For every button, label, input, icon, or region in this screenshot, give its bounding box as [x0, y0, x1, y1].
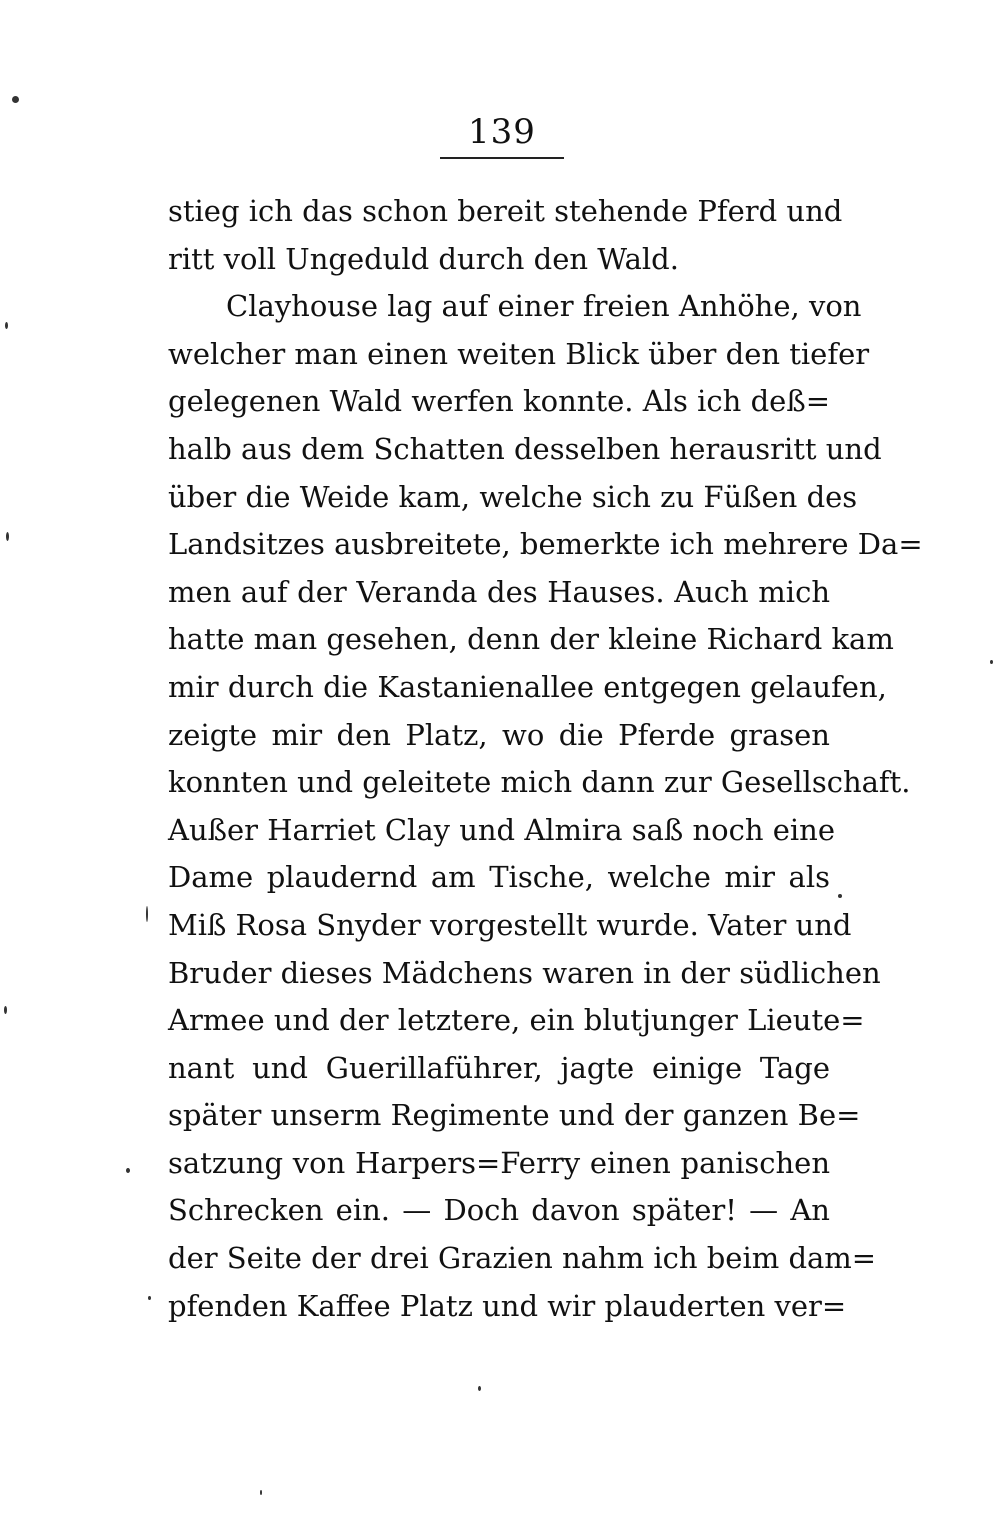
text-line: der Seite der drei Grazien nahm ich beim dam= [168, 1241, 877, 1276]
scan-speck [6, 532, 9, 541]
text-line: halb aus dem Schatten desselben herausritt und [168, 431, 882, 466]
body-text [168, 188, 923, 1330]
text-line: welcher man einen weiten Blick über den tiefer [168, 336, 870, 371]
text-line: pfenden Kaffee Platz und wir plauderten ver= [168, 1288, 847, 1323]
text-line: men auf der Veranda des Hauses. Auch mich [168, 574, 830, 609]
scan-speck [126, 1168, 130, 1173]
text-line: über die Weide kam, welche sich zu Füßen des [168, 479, 858, 514]
scan-speck [260, 1490, 262, 1495]
scan-speck [146, 906, 148, 922]
text-line: satzung von Harpers=Ferry einen panischen [168, 1145, 830, 1180]
text-line: Armee und der letztere, ein blutjunger Lieute= [168, 1003, 865, 1038]
text-line: Clayhouse lag auf einer freien Anhöhe, von [226, 289, 862, 324]
text-line: Bruder dieses Mädchens waren in der südlichen [168, 955, 881, 990]
page-number: 139 [468, 112, 536, 152]
text-line: ritt voll Ungeduld durch den Wald. [168, 241, 679, 276]
text-line: nant und Guerillaführer, jagte einige Tage [168, 1050, 830, 1085]
text-line: Außer Harriet Clay und Almira saß noch eine [168, 812, 836, 847]
scan-speck [478, 1386, 481, 1391]
text-line: später unserm Regimente und der ganzen Be= [168, 1098, 861, 1133]
text-line: gelegenen Wald werfen konnte. Als ich deß= [168, 384, 830, 419]
scan-speck [12, 96, 19, 103]
text-line: Dame plaudernd am Tische, welche mir als [168, 860, 830, 895]
scan-speck [838, 894, 842, 898]
text-line: Schrecken ein. — Doch davon später! — An [168, 1193, 830, 1228]
text-line: stieg ich das schon bereit stehende Pferd und [168, 194, 843, 228]
text-line: zeigte mir den Platz, wo die Pferde grasen [168, 717, 830, 752]
text-line: hatte man gesehen, denn der kleine Richard kam [168, 622, 894, 657]
text-line: Miß Rosa Snyder vorgestellt wurde. Vater und [168, 907, 852, 942]
scan-speck [5, 322, 8, 329]
scan-speck [148, 1296, 151, 1300]
page-number-rule [440, 157, 564, 159]
scan-speck [4, 1006, 7, 1014]
text-line: Landsitzes ausbreitete, bemerkte ich mehrere Da= [168, 527, 923, 562]
text-line: mir durch die Kastanienallee entgegen gelaufen, [168, 669, 887, 704]
text-line: konnten und geleitete mich dann zur Gesellschaft. [168, 765, 911, 800]
scan-speck [990, 660, 993, 664]
